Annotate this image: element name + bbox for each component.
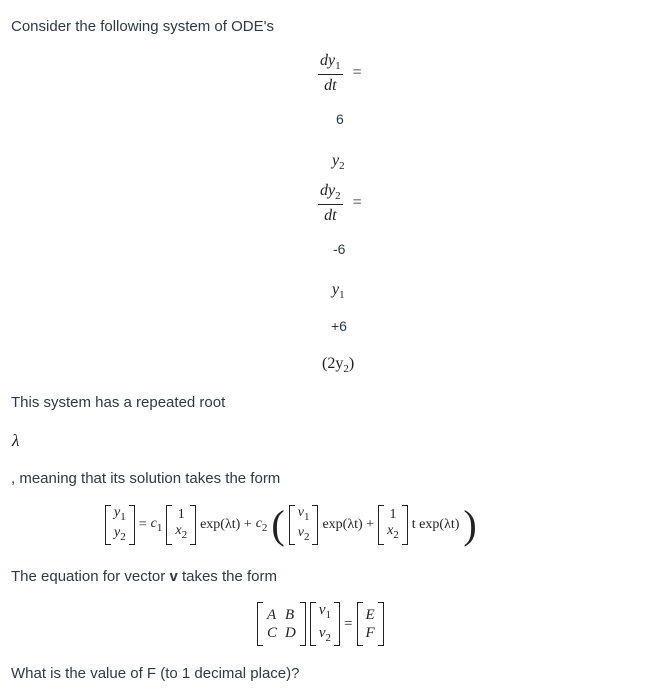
c2-letter: c: [255, 516, 262, 532]
vector-1-x2-bottom: x: [175, 523, 182, 539]
y-vector-bottom-sub: 2: [120, 530, 126, 543]
matrix-a: A: [267, 607, 277, 623]
c1-sub: 1: [156, 521, 163, 534]
matrix-equation: [257, 602, 384, 646]
vector-sentence-after: takes the form: [177, 568, 277, 585]
v-vector-top-sub: 1: [303, 511, 310, 523]
eq2-denominator: dt: [324, 207, 337, 225]
y-vector: [105, 505, 135, 545]
two-y2-close: ): [348, 355, 355, 372]
vector-1-x2-b: [378, 505, 408, 545]
y-vector-top-sub: 1: [120, 511, 126, 523]
matrix-b: B: [285, 607, 295, 623]
matrix-d: D: [285, 625, 296, 641]
vector-sentence-before: The equation for vector: [11, 568, 170, 585]
eq2-equals: =: [352, 194, 362, 212]
eq2-numerator-sub: 2: [335, 190, 341, 203]
matrix-v1-sub: 1: [325, 609, 332, 621]
eq1-fraction: [318, 52, 362, 95]
open-paren: (: [271, 502, 285, 547]
coefficient-matrix: [257, 602, 306, 646]
rhs-e: E: [365, 607, 375, 623]
vector-1-x2-b-top: 1: [389, 507, 397, 523]
rhs-vector: [357, 602, 384, 646]
lambda-symbol: λ: [12, 431, 20, 450]
vector-1-x2: [166, 505, 196, 545]
rhs-f: F: [365, 625, 375, 641]
solution-form: [105, 502, 477, 547]
t-exp-term: t exp(λt): [411, 517, 460, 532]
exp-term-2: exp(λt) +: [322, 517, 375, 532]
y1-letter: y: [332, 281, 340, 298]
two-y2-term: [322, 355, 354, 375]
vector-1-x2-bottom-sub: 2: [181, 528, 188, 541]
v-vector-bottom-sub: 2: [303, 530, 310, 543]
repeated-root-text: This system has a repeated root: [11, 394, 226, 411]
y-vector-bottom: y: [114, 525, 121, 540]
intro-text: Consider the following system of ODE's: [11, 18, 274, 35]
vector-sentence: [11, 568, 277, 585]
v-vector-bottom: v: [297, 525, 304, 540]
v-vector: [289, 505, 319, 545]
matrix-v1: v: [318, 602, 326, 618]
two-y2-body: (2y: [322, 355, 344, 372]
matrix-v2: v: [318, 625, 326, 641]
solution-equals: =: [138, 517, 147, 532]
eq1-equals: =: [352, 64, 362, 82]
matrix-v2-sub: 2: [325, 632, 332, 644]
matrix-equals: =: [344, 615, 353, 632]
vector-1-x2-b-bottom: x: [387, 523, 394, 539]
coef-plus6: +6: [331, 318, 347, 334]
y-vector-top: y: [114, 505, 121, 521]
matrix-c: C: [267, 625, 278, 641]
exp-term-1: exp(λt) +: [200, 517, 252, 532]
eq1-denominator: dt: [324, 77, 337, 95]
question-text: What is the value of F (to 1 decimal place)?: [11, 665, 300, 682]
eq2-fraction: [318, 182, 362, 225]
coef-6: 6: [336, 111, 344, 127]
eq1-numerator: dy: [320, 52, 336, 69]
two-y2-sub: 2: [343, 363, 349, 376]
vector-1-x2-b-bottom-sub: 2: [393, 528, 399, 541]
vector-sentence-bold: v: [169, 568, 178, 585]
matrix-v-vector: [310, 602, 340, 646]
y2-var: [332, 152, 345, 172]
close-paren: ): [463, 502, 477, 547]
y2-sub: 2: [339, 160, 345, 173]
meaning-text: , meaning that its solution takes the form: [11, 470, 281, 487]
coef-minus6: -6: [333, 241, 346, 257]
v-vector-top: v: [297, 505, 304, 521]
y2-letter: y: [332, 152, 340, 169]
c1-letter: c: [150, 516, 157, 532]
eq2-numerator: dy: [320, 182, 336, 199]
y1-var: [332, 281, 345, 301]
vector-1-x2-top: 1: [177, 507, 185, 523]
eq1-numerator-sub: 1: [335, 60, 341, 73]
c2-sub: 2: [261, 521, 268, 534]
y1-sub: 1: [339, 289, 345, 302]
